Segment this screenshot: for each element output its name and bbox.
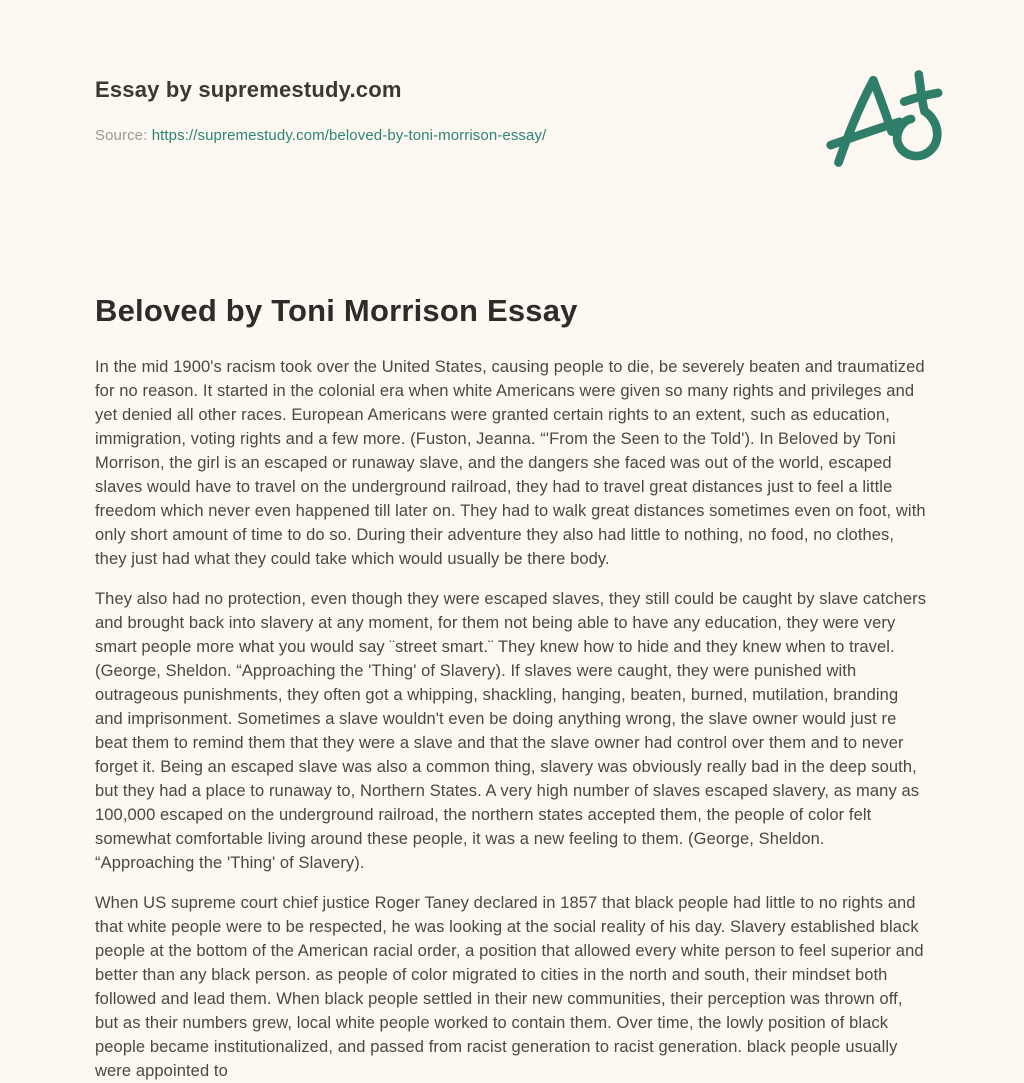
page-header	[95, 64, 928, 179]
essay-body	[95, 355, 928, 1083]
site-title: Essay by supremestudy.com	[95, 77, 402, 102]
source-label: Source:	[95, 127, 148, 144]
a-plus-logo-icon	[823, 64, 941, 179]
essay-paragraph-1: In the mid 1900's racism took over the United States, causing people to die, be severely beaten and traumatized for no reason. It started in the colonial era when white Americans were given so many rights and privileges and yet denied all other races. European Americans were granted certain rights to an extent, such as education, immigration, voting rights and a few more. (Fuston, Jeanna. “'From the Seen to the Told'). In Beloved by Toni Morrison, the girl is an escaped or runaway slave, and the dangers she faced was out of the world, escaped slaves would have to travel on the underground railroad, they had to travel great distances just to feel a little freedom which never even happened till later on. They had to walk great distances sometimes even on foot, with only short amount of time to do so. During their adventure they also had little to nothing, no food, no clothes, they just had what they could take which would usually be there body.	[95, 358, 926, 568]
header-text-block	[95, 64, 546, 144]
source-url-link[interactable]: https://supremestudy.com/beloved-by-toni-morrison-essay/	[151, 127, 547, 144]
essay-title: Beloved by Toni Morrison Essay	[95, 293, 578, 328]
essay-paragraph-2: They also had no protection, even though they were escaped slaves, they still could be caught by slave catchers and brought back into slavery at any moment, for them not being able to have any education, they were very smart people more what you would say ¨street smart.¨ They knew how to hide and they knew when to travel. (George, Sheldon. “Approaching the 'Thing' of Slavery). If slaves were caught, they were punished with outrageous punishments, they often got a whipping, shackling, hanging, beaten, burned, mutilation, branding and imprisonment. Sometimes a slave wouldn't even be doing anything wrong, the slave owner would just re beat them to remind them that they were a slave and that the slave owner had control over them and to never forget it. Being an escaped slave was also a common thing, slavery was obviously really bad in the deep south, but they had a place to runaway to, Northern States. A very high number of slaves escaped slavery, as many as 100,000 escaped on the underground railroad, the northern states accepted them, the people of color felt somewhat comfortable living around these people, it was a new feeling to them. (George, Sheldon. “Approaching the 'Thing' of Slavery).	[95, 590, 927, 872]
essay-paragraph-3: When US supreme court chief justice Roger Taney declared in 1857 that black people had little to no rights and that white people were to be respected, he was looking at the social reality of his day. Slavery established black people at the bottom of the American racial order, a position that allowed every white person to feel superior and better than any black person. as people of color migrated to cities in the north and south, their mindset both followed and lead them. When black people settled in their new communities, their perception was thrown off, but as their numbers grew, local white people worked to contain them. Over time, the lowly position of black people became institutionalized, and passed from racist generation to racist generation. black people usually were appointed to	[95, 894, 924, 1080]
source-line	[95, 127, 546, 144]
